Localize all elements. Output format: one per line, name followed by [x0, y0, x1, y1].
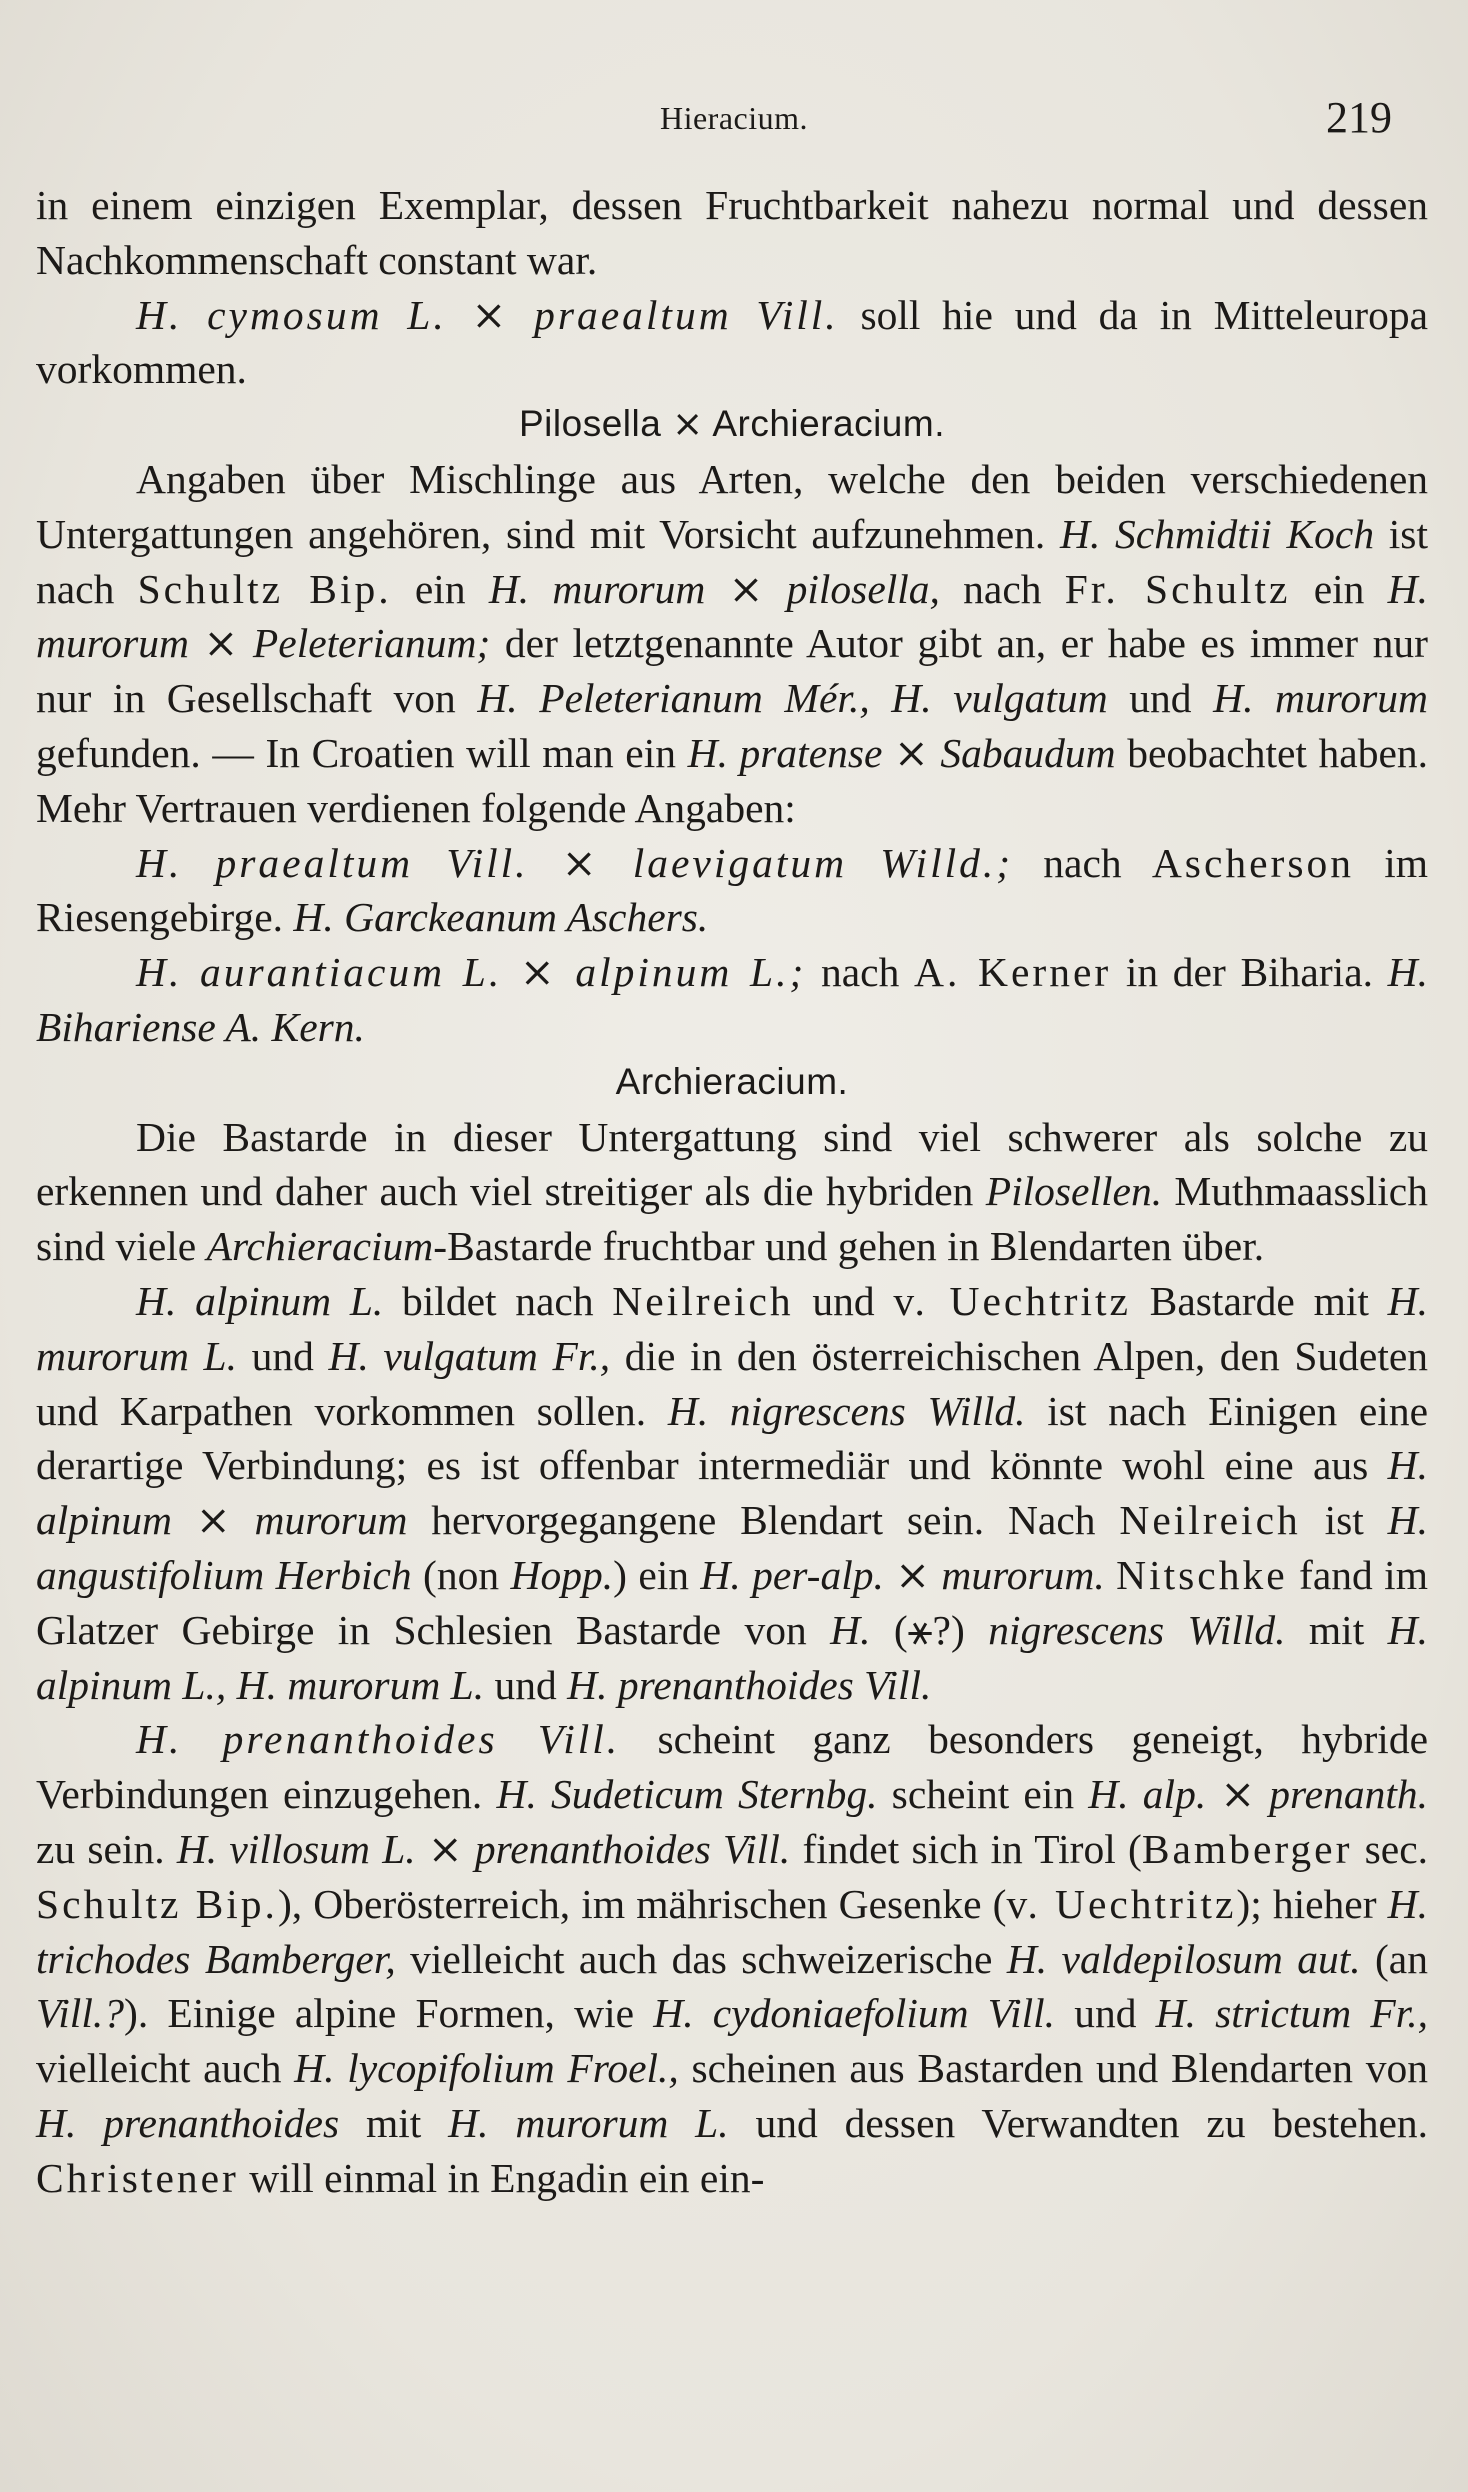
text: Bastarde mit	[1130, 1277, 1388, 1324]
text: scheint ganz besonders geneigt, hybride Verbindungen einzugehen.	[36, 1716, 1428, 1818]
taxon-name: H. cymosum L. ⨯ praealtum Vill.	[136, 291, 839, 338]
section-heading-pilosella-archieracium: Pilosella ⨯ Archieracium.	[519, 403, 945, 445]
text: hervorgegangene Blendart sein. Nach	[407, 1497, 1120, 1544]
text	[226, 1662, 236, 1708]
taxon-name: H. nigrescens Willd.	[667, 1387, 1026, 1434]
text: ist	[1300, 1497, 1388, 1544]
taxon-name: H. valdepilosum aut.	[1006, 1935, 1361, 1982]
text: (non	[411, 1551, 511, 1598]
taxon-name: H. angustifolium Herbich	[36, 1497, 1428, 1598]
text: im Riesengebirge.	[36, 839, 1429, 941]
author-name: Schultz Bip.	[137, 565, 392, 612]
taxon-name: H. villosum L. ⨯ prenanthoides Vill.	[176, 1825, 791, 1872]
section-heading-archieracium: Archieracium.	[615, 1060, 849, 1102]
author-name: A. Kerner	[913, 949, 1112, 996]
text: mit	[1285, 1606, 1388, 1653]
text: (an	[1360, 1935, 1428, 1982]
text: scheinen aus Bastarden und Blendarten von	[678, 2045, 1428, 2092]
text: nach	[939, 565, 1065, 612]
taxon-name: H. prenanthoides Vill.	[567, 1661, 932, 1708]
taxon-name: H. Sudeticum Sternbg.	[496, 1771, 878, 1818]
taxon-name: H. alpinum L.,	[36, 1606, 1428, 1708]
author-name: Neilreich	[1119, 1497, 1301, 1544]
author-name: v. Uechtritz	[893, 1277, 1131, 1324]
text: Angaben über Mischlinge aus Arten, welche den beiden verschiedenen Untergattungen angehören, sind mit Vorsicht aufzunehmen.	[36, 455, 1428, 557]
paragraph-1: in einem einzigen Exemplar, dessen Fruchtbarkeit nahezu normal und dessen Nachkommenschaft constant war.	[36, 182, 1428, 283]
text: fand im Glatzer Gebirge in Schlesien Bastarde von	[36, 1551, 1428, 1653]
taxon-name: H. vulgatum Fr.,	[328, 1332, 611, 1379]
taxon-name: H. prenanthoides Vill.	[136, 1716, 621, 1763]
text: findet sich in Tirol (	[790, 1825, 1142, 1872]
taxon-name: H. murorum L.	[236, 1661, 485, 1708]
taxon-name: H. trichodes Bamberger,	[36, 1880, 1428, 1982]
taxon-name: H. Garckeanum Aschers.	[293, 894, 709, 941]
text: ist nach Einigen eine derartige Verbindung; es ist offenbar intermediär und könnte wohl eine aus	[36, 1387, 1428, 1489]
running-title: Hieracium.	[659, 100, 809, 136]
text: soll hie und da in Mitteleuropa vorkommen.	[36, 291, 1428, 393]
text: bildet nach	[383, 1277, 613, 1324]
taxon-name: H. murorum ⨯ pilosella,	[488, 565, 940, 612]
paragraph-5	[36, 945, 1428, 1055]
text: und dessen Verwandten zu bestehen.	[728, 2099, 1428, 2146]
taxon-name: Vill.?	[36, 1990, 124, 2037]
paragraph-3	[36, 452, 1428, 836]
taxon-name: H. pratense ⨯ Sabaudum	[687, 729, 1116, 776]
author-name: Fr. Schultz	[1064, 565, 1291, 612]
text: gefunden. — In Croatien will man ein	[36, 729, 688, 776]
text: und	[1107, 675, 1214, 722]
text: ein	[391, 565, 489, 612]
paragraph-8	[36, 1712, 1428, 2205]
text	[1105, 1552, 1116, 1598]
taxon-name: H. cydoniaefolium Vill.	[653, 1990, 1056, 2037]
taxon-name: H. prenanthoides	[36, 2099, 340, 2146]
taxon-name: H. alp. ⨯ prenanth.	[1088, 1771, 1428, 1818]
text: nach	[1013, 839, 1152, 886]
text	[870, 675, 892, 721]
text: zu sein.	[36, 1825, 177, 1872]
page-body	[36, 178, 1428, 2205]
author-name: Schultz Bip.	[36, 1880, 278, 1927]
paragraph-7	[36, 1274, 1428, 1712]
text: will einmal in Engadin ein ein-	[238, 2154, 765, 2201]
text: Muthmaasslich sind viele	[36, 1168, 1428, 1270]
taxon-name: H. strictum Fr.,	[1155, 1990, 1429, 2037]
taxon-name: H. murorum	[1213, 675, 1429, 722]
text: beobachtet haben. Mehr Vertrauen verdienen folgende Angaben:	[36, 729, 1429, 831]
taxon-name: H. vulgatum	[891, 675, 1108, 722]
text: und	[484, 1661, 568, 1708]
page-number: 219	[1326, 93, 1392, 142]
text: ) ein	[613, 1551, 701, 1598]
author-name: Nitschke	[1116, 1551, 1288, 1598]
taxon-name: H. Peleterianum Mér.,	[477, 675, 870, 722]
taxon-name: H. murorum ⨯ Peleterianum;	[36, 565, 1429, 667]
paragraph-6	[36, 1110, 1428, 1274]
text: mit	[339, 2099, 449, 2146]
taxon-name: H. praealtum Vill. ⨯ laevigatum Willd.;	[136, 839, 1014, 886]
text: ist nach	[36, 510, 1428, 612]
text: und	[793, 1277, 894, 1324]
paragraph-4	[36, 836, 1428, 946]
taxon-name: H. murorum L.	[448, 2099, 729, 2146]
author-name: Christener	[36, 2154, 239, 2201]
text: sec.	[1352, 1825, 1428, 1872]
text: -Bastarde fruchtbar und gehen in Blendarten über.	[433, 1223, 1265, 1270]
author-name: Ascherson	[1151, 839, 1355, 886]
taxon-name: H. aurantiacum L. ⨯ alpinum L.;	[136, 949, 807, 996]
text: die in den österreichischen Alpen, den Sudeten und Karpathen vorkommen sollen.	[36, 1332, 1429, 1434]
text: ); hieher	[1236, 1880, 1388, 1927]
text: nach	[806, 949, 914, 996]
taxon-name: H. alpinum L.	[136, 1277, 384, 1324]
text: ), Oberösterreich, im mährischen Gesenke (	[277, 1880, 1007, 1927]
text: scheint ein	[877, 1771, 1089, 1818]
taxon-name: H. murorum L.	[36, 1277, 1428, 1379]
text: Die Bastarde in dieser Untergattung sind viel schwerer als solche zu erkennen und daher auch viel streitiger als die hybriden	[36, 1113, 1428, 1215]
text: vielleicht auch das schweizerische	[395, 1935, 1007, 1982]
author-name: v. Uechtritz	[1006, 1880, 1237, 1927]
taxon-name: Pilosellen.	[985, 1168, 1163, 1215]
author-name: Bamberger	[1141, 1825, 1353, 1872]
text: und	[1055, 1990, 1156, 2037]
taxon-name: H. per-alp. ⨯ murorum.	[700, 1551, 1105, 1598]
taxon-name: Archieracium	[206, 1223, 434, 1270]
text: und	[237, 1332, 329, 1379]
taxon-name: nigrescens Willd.	[988, 1606, 1286, 1653]
taxon-name: H. alpinum ⨯ murorum	[36, 1442, 1428, 1544]
text: in der Biharia.	[1111, 949, 1388, 996]
taxon-name: H. Schmidtii Koch	[1059, 510, 1375, 557]
text: vielleicht auch	[36, 2045, 295, 2092]
page-header	[36, 92, 1432, 152]
taxon-name: H. Bihariense A. Kern.	[36, 949, 1429, 1050]
text: ). Einige alpine Formen, wie	[124, 1990, 654, 2037]
taxon-name: H.	[830, 1606, 871, 1653]
text: der letztgenannte Autor gibt an, er habe es immer nur nur in Gesellschaft von	[36, 620, 1428, 722]
hybrid-symbol: (⚹?)	[870, 1606, 989, 1653]
taxon-name: Hopp.	[510, 1551, 614, 1598]
paragraph-2	[36, 288, 1428, 398]
text: ein	[1290, 565, 1388, 612]
author-name: Neilreich	[612, 1277, 794, 1324]
taxon-name: H. lycopifolium Froel.,	[294, 2045, 679, 2092]
